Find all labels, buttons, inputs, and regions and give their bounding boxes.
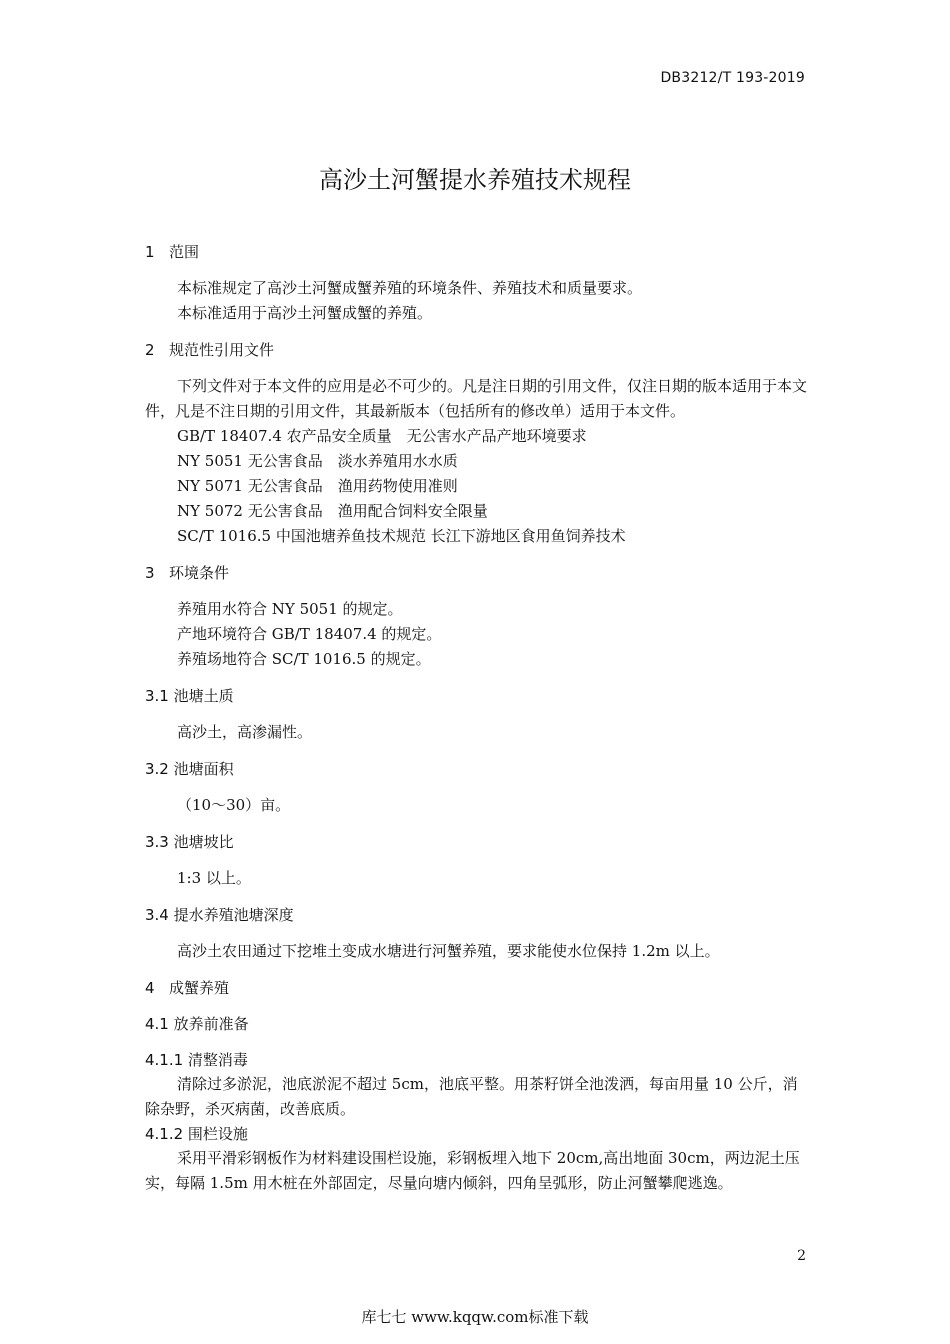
page-title: 高沙土河蟹提水养殖技术规程: [319, 166, 631, 194]
section-1-body: [145, 276, 807, 326]
paragraph: 养殖场地符合 SC/T 1016.5 的规定。: [177, 650, 431, 668]
paragraph: （10～30）亩。: [177, 796, 291, 814]
section-3-1-heading: 3.1 池塘土质: [145, 687, 234, 705]
paragraph: 采用平滑彩钢板作为材料建设围栏设施，彩钢板埋入地下 20cm,高出地面 30cm，两边泥土压实，每隔 1.5m 用木桩在外部固定，尽量向塘内倾斜，四角呈弧形，防止河蟹攀爬逃逸。: [145, 1149, 800, 1192]
section-4-1-1-heading: 4.1.1 清整消毒: [145, 1051, 248, 1069]
section-4-1-heading: 4.1 放养前准备: [145, 1015, 249, 1033]
paragraph: 本标准规定了高沙土河蟹成蟹养殖的环境条件、养殖技术和质量要求。: [177, 279, 643, 297]
standard-number: DB3212/T 193-2019: [660, 70, 805, 86]
paragraph: 清除过多淤泥，池底淤泥不超过 5cm，池底平整。用茶籽饼全池泼洒，每亩用量 10 公斤，消除杂野，杀灭病菌，改善底质。: [145, 1075, 798, 1118]
section-2-heading: 2 规范性引用文件: [145, 341, 275, 359]
section-3-body: [145, 597, 807, 672]
section-2-body: [145, 374, 807, 549]
section-4-1-2-heading: 4.1.2 围栏设施: [145, 1125, 248, 1143]
section-4-heading: 4 成蟹养殖: [145, 979, 230, 997]
paragraph: 养殖用水符合 NY 5051 的规定。: [177, 600, 403, 618]
paragraph: 下列文件对于本文件的应用是必不可少的。凡是注日期的引用文件，仅注日期的版本适用于本文件，凡是不注日期的引用文件，其最新版本（包括所有的修改单）适用于本文件。: [145, 377, 808, 420]
reference-item: GB/T 18407.4 农产品安全质量 无公害水产品产地环境要求: [177, 427, 587, 445]
paragraph: 1:3 以上。: [177, 869, 251, 887]
paragraph: 高沙土农田通过下挖堆土变成水塘进行河蟹养殖，要求能使水位保持 1.2m 以上。: [177, 942, 720, 960]
paragraph: 本标准适用于高沙土河蟹成蟹的养殖。: [177, 304, 433, 322]
page-number: 2: [797, 1248, 806, 1264]
reference-item: NY 5071 无公害食品 渔用药物使用准则: [177, 477, 458, 495]
paragraph: 产地环境符合 GB/T 18407.4 的规定。: [177, 625, 442, 643]
section-3-3-heading: 3.3 池塘坡比: [145, 833, 234, 851]
section-1-heading: 1 范围: [145, 243, 200, 261]
reference-item: SC/T 1016.5 中国池塘养鱼技术规范 长江下游地区食用鱼饲养技术: [177, 527, 626, 545]
reference-item: NY 5072 无公害食品 渔用配合饲料安全限量: [177, 502, 488, 520]
paragraph: 高沙土，高渗漏性。: [177, 723, 313, 741]
reference-item: NY 5051 无公害食品 淡水养殖用水水质: [177, 452, 458, 470]
section-3-4-heading: 3.4 提水养殖池塘深度: [145, 906, 294, 924]
section-3-2-heading: 3.2 池塘面积: [145, 760, 234, 778]
footer-watermark: 库七七 www.kqqw.com标准下载: [361, 1308, 589, 1326]
document-body: [145, 240, 807, 1196]
section-3-heading: 3 环境条件: [145, 564, 230, 582]
